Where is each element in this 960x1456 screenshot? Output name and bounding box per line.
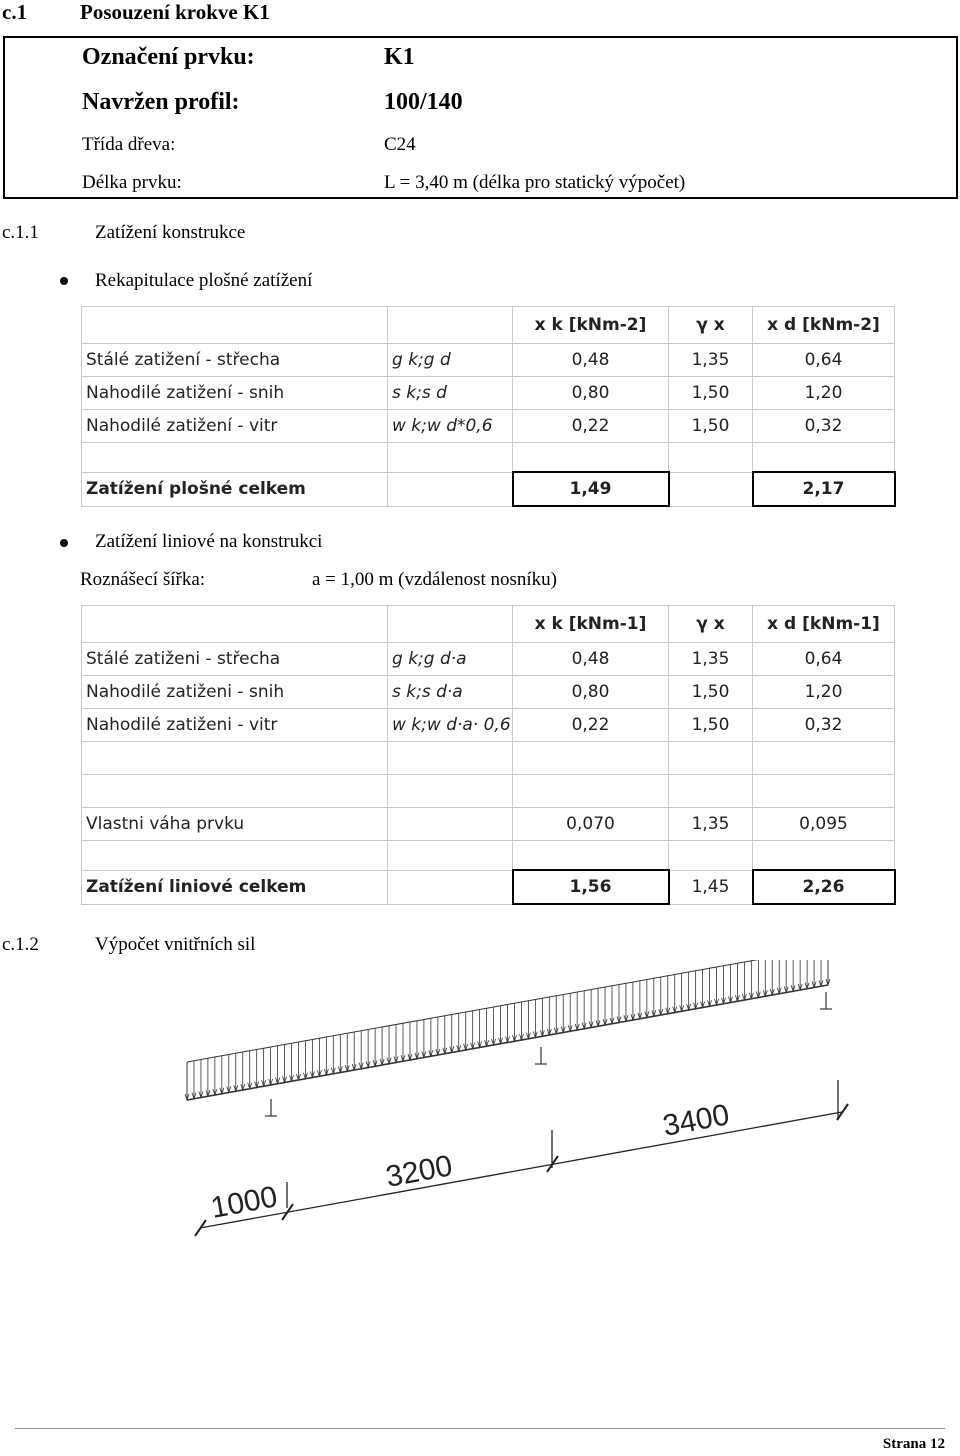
table-cell: 1,35 <box>669 643 753 676</box>
rafter-load-diagram <box>0 960 960 1260</box>
table-cell <box>513 742 669 775</box>
table-cell <box>82 307 388 344</box>
table-cell <box>669 775 753 808</box>
table-cell <box>388 808 513 841</box>
table-row <box>82 643 895 676</box>
table-row <box>82 377 895 410</box>
sirka-value: a = 1,00 m (vzdálenost nosníku) <box>312 569 558 590</box>
page-number: Strana 12 <box>882 1436 945 1452</box>
table-cell <box>753 841 895 871</box>
table-cell: 0,070 <box>513 808 669 841</box>
subsection-title: Výpočet vnitřních sil <box>95 934 256 955</box>
table-cell: 0,22 <box>513 709 669 742</box>
table-cell: g k;g d <box>388 344 513 377</box>
table-cell: s k;s d·a <box>388 676 513 709</box>
bullet-icon <box>60 277 68 285</box>
table-cell: 0,48 <box>513 344 669 377</box>
table-cell: 0,32 <box>753 410 895 443</box>
table-row <box>82 775 895 808</box>
table-cell <box>753 443 895 473</box>
profil-value: 100/140 <box>384 89 463 115</box>
dimension-label: 3400 <box>660 1098 732 1143</box>
table-row <box>82 808 895 841</box>
table-cell <box>388 443 513 473</box>
table-cell <box>513 443 669 473</box>
table-cell <box>669 742 753 775</box>
oznaceni-value: K1 <box>384 44 415 70</box>
table-cell: w k;w d*0,6 <box>388 410 513 443</box>
table-cell <box>82 841 388 871</box>
table-cell <box>82 775 388 808</box>
bullet-text: Zatížení liniové na konstrukci <box>95 531 323 552</box>
table-cell: Zatížení plošné celkem <box>82 472 388 506</box>
table-cell: Nahodilé zatiženi - snih <box>82 676 388 709</box>
table-total-row <box>82 472 895 506</box>
table-row <box>82 410 895 443</box>
table-cell: Nahodilé zatižení - vitr <box>82 410 388 443</box>
table-row <box>82 676 895 709</box>
total-value: 1,49 <box>513 472 669 506</box>
subsection-number: c.1.2 <box>2 934 39 955</box>
section-number: c.1 <box>2 0 28 24</box>
table-cell <box>82 742 388 775</box>
table-cell: Nahodilé zatižení - snih <box>82 377 388 410</box>
table-row <box>82 709 895 742</box>
table-cell: 1,50 <box>669 676 753 709</box>
dimension-label: 1000 <box>208 1180 280 1225</box>
element-info-box <box>3 36 958 199</box>
table-row <box>82 841 895 871</box>
table-cell: 1,50 <box>669 377 753 410</box>
table-cell <box>513 841 669 871</box>
table-cell: Nahodilé zatiženi - vitr <box>82 709 388 742</box>
table-cell: 0,64 <box>753 643 895 676</box>
table-cell: 1,45 <box>669 870 753 904</box>
section-title: Posouzení krokve K1 <box>80 0 270 24</box>
table-cell: g k;g d·a <box>388 643 513 676</box>
area-load-table <box>81 306 896 507</box>
table-cell <box>753 775 895 808</box>
table-header-cell: x d [kNm-2] <box>753 307 895 344</box>
table-cell <box>669 443 753 473</box>
table-cell: 0,32 <box>753 709 895 742</box>
table-header-row <box>82 307 895 344</box>
table-cell: 0,80 <box>513 377 669 410</box>
profil-label: Navržen profil: <box>82 89 240 115</box>
table-cell: 1,35 <box>669 808 753 841</box>
table-cell <box>388 870 513 904</box>
table-cell <box>753 742 895 775</box>
table-total-row <box>82 870 895 904</box>
table-cell <box>388 307 513 344</box>
bullet-icon <box>60 539 68 547</box>
dimension-line <box>200 1112 842 1228</box>
table-row <box>82 344 895 377</box>
total-value: 2,26 <box>753 870 895 904</box>
total-value: 1,56 <box>513 870 669 904</box>
table-cell: Zatížení liniové celkem <box>82 870 388 904</box>
sirka-label: Roznášecí šířka: <box>80 569 206 590</box>
table-header-cell: γ x <box>669 606 753 643</box>
table-cell: Stálé zatižení - střecha <box>82 344 388 377</box>
oznaceni-label: Označení prvku: <box>82 44 255 70</box>
line-load-table <box>81 605 896 905</box>
subsection-number: c.1.1 <box>2 222 39 243</box>
table-cell: 0,095 <box>753 808 895 841</box>
trida-value: C24 <box>384 134 416 155</box>
table-cell: 1,50 <box>669 709 753 742</box>
delka-value: L = 3,40 m (délka pro statický výpočet) <box>384 172 686 193</box>
table-cell <box>82 606 388 643</box>
delka-label: Délka prvku: <box>82 172 182 193</box>
table-cell: Vlastni váha prvku <box>82 808 388 841</box>
table-cell: 0,22 <box>513 410 669 443</box>
bullet-text: Rekapitulace plošné zatížení <box>95 270 313 291</box>
table-cell <box>669 472 753 506</box>
table-header-cell: x k [kNm-2] <box>513 307 669 344</box>
table-header-row <box>82 606 895 643</box>
table-cell: 1,50 <box>669 410 753 443</box>
table-cell: 0,48 <box>513 643 669 676</box>
table-cell: 1,35 <box>669 344 753 377</box>
table-row <box>82 443 895 473</box>
footer-divider <box>15 1428 945 1429</box>
total-value: 2,17 <box>753 472 895 506</box>
table-header-cell: γ x <box>669 307 753 344</box>
table-cell <box>388 606 513 643</box>
trida-label: Třída dřeva: <box>82 134 176 155</box>
table-cell: Stálé zatiženi - střecha <box>82 643 388 676</box>
dimension-label: 3200 <box>383 1149 455 1194</box>
table-header-cell: x k [kNm-1] <box>513 606 669 643</box>
table-cell: w k;w d·a· 0,6 <box>388 709 513 742</box>
table-cell <box>388 775 513 808</box>
table-cell <box>388 841 513 871</box>
table-header-cell: x d [kNm-1] <box>753 606 895 643</box>
table-cell <box>513 775 669 808</box>
table-cell: 1,20 <box>753 377 895 410</box>
subsection-title: Zatížení konstrukce <box>95 222 246 243</box>
table-cell: 1,20 <box>753 676 895 709</box>
table-cell: 0,64 <box>753 344 895 377</box>
table-cell: s k;s d <box>388 377 513 410</box>
table-row <box>82 742 895 775</box>
table-cell <box>82 443 388 473</box>
table-cell <box>669 841 753 871</box>
table-cell <box>388 742 513 775</box>
dimension-tick <box>195 1220 206 1236</box>
table-cell <box>388 472 513 506</box>
table-cell: 0,80 <box>513 676 669 709</box>
